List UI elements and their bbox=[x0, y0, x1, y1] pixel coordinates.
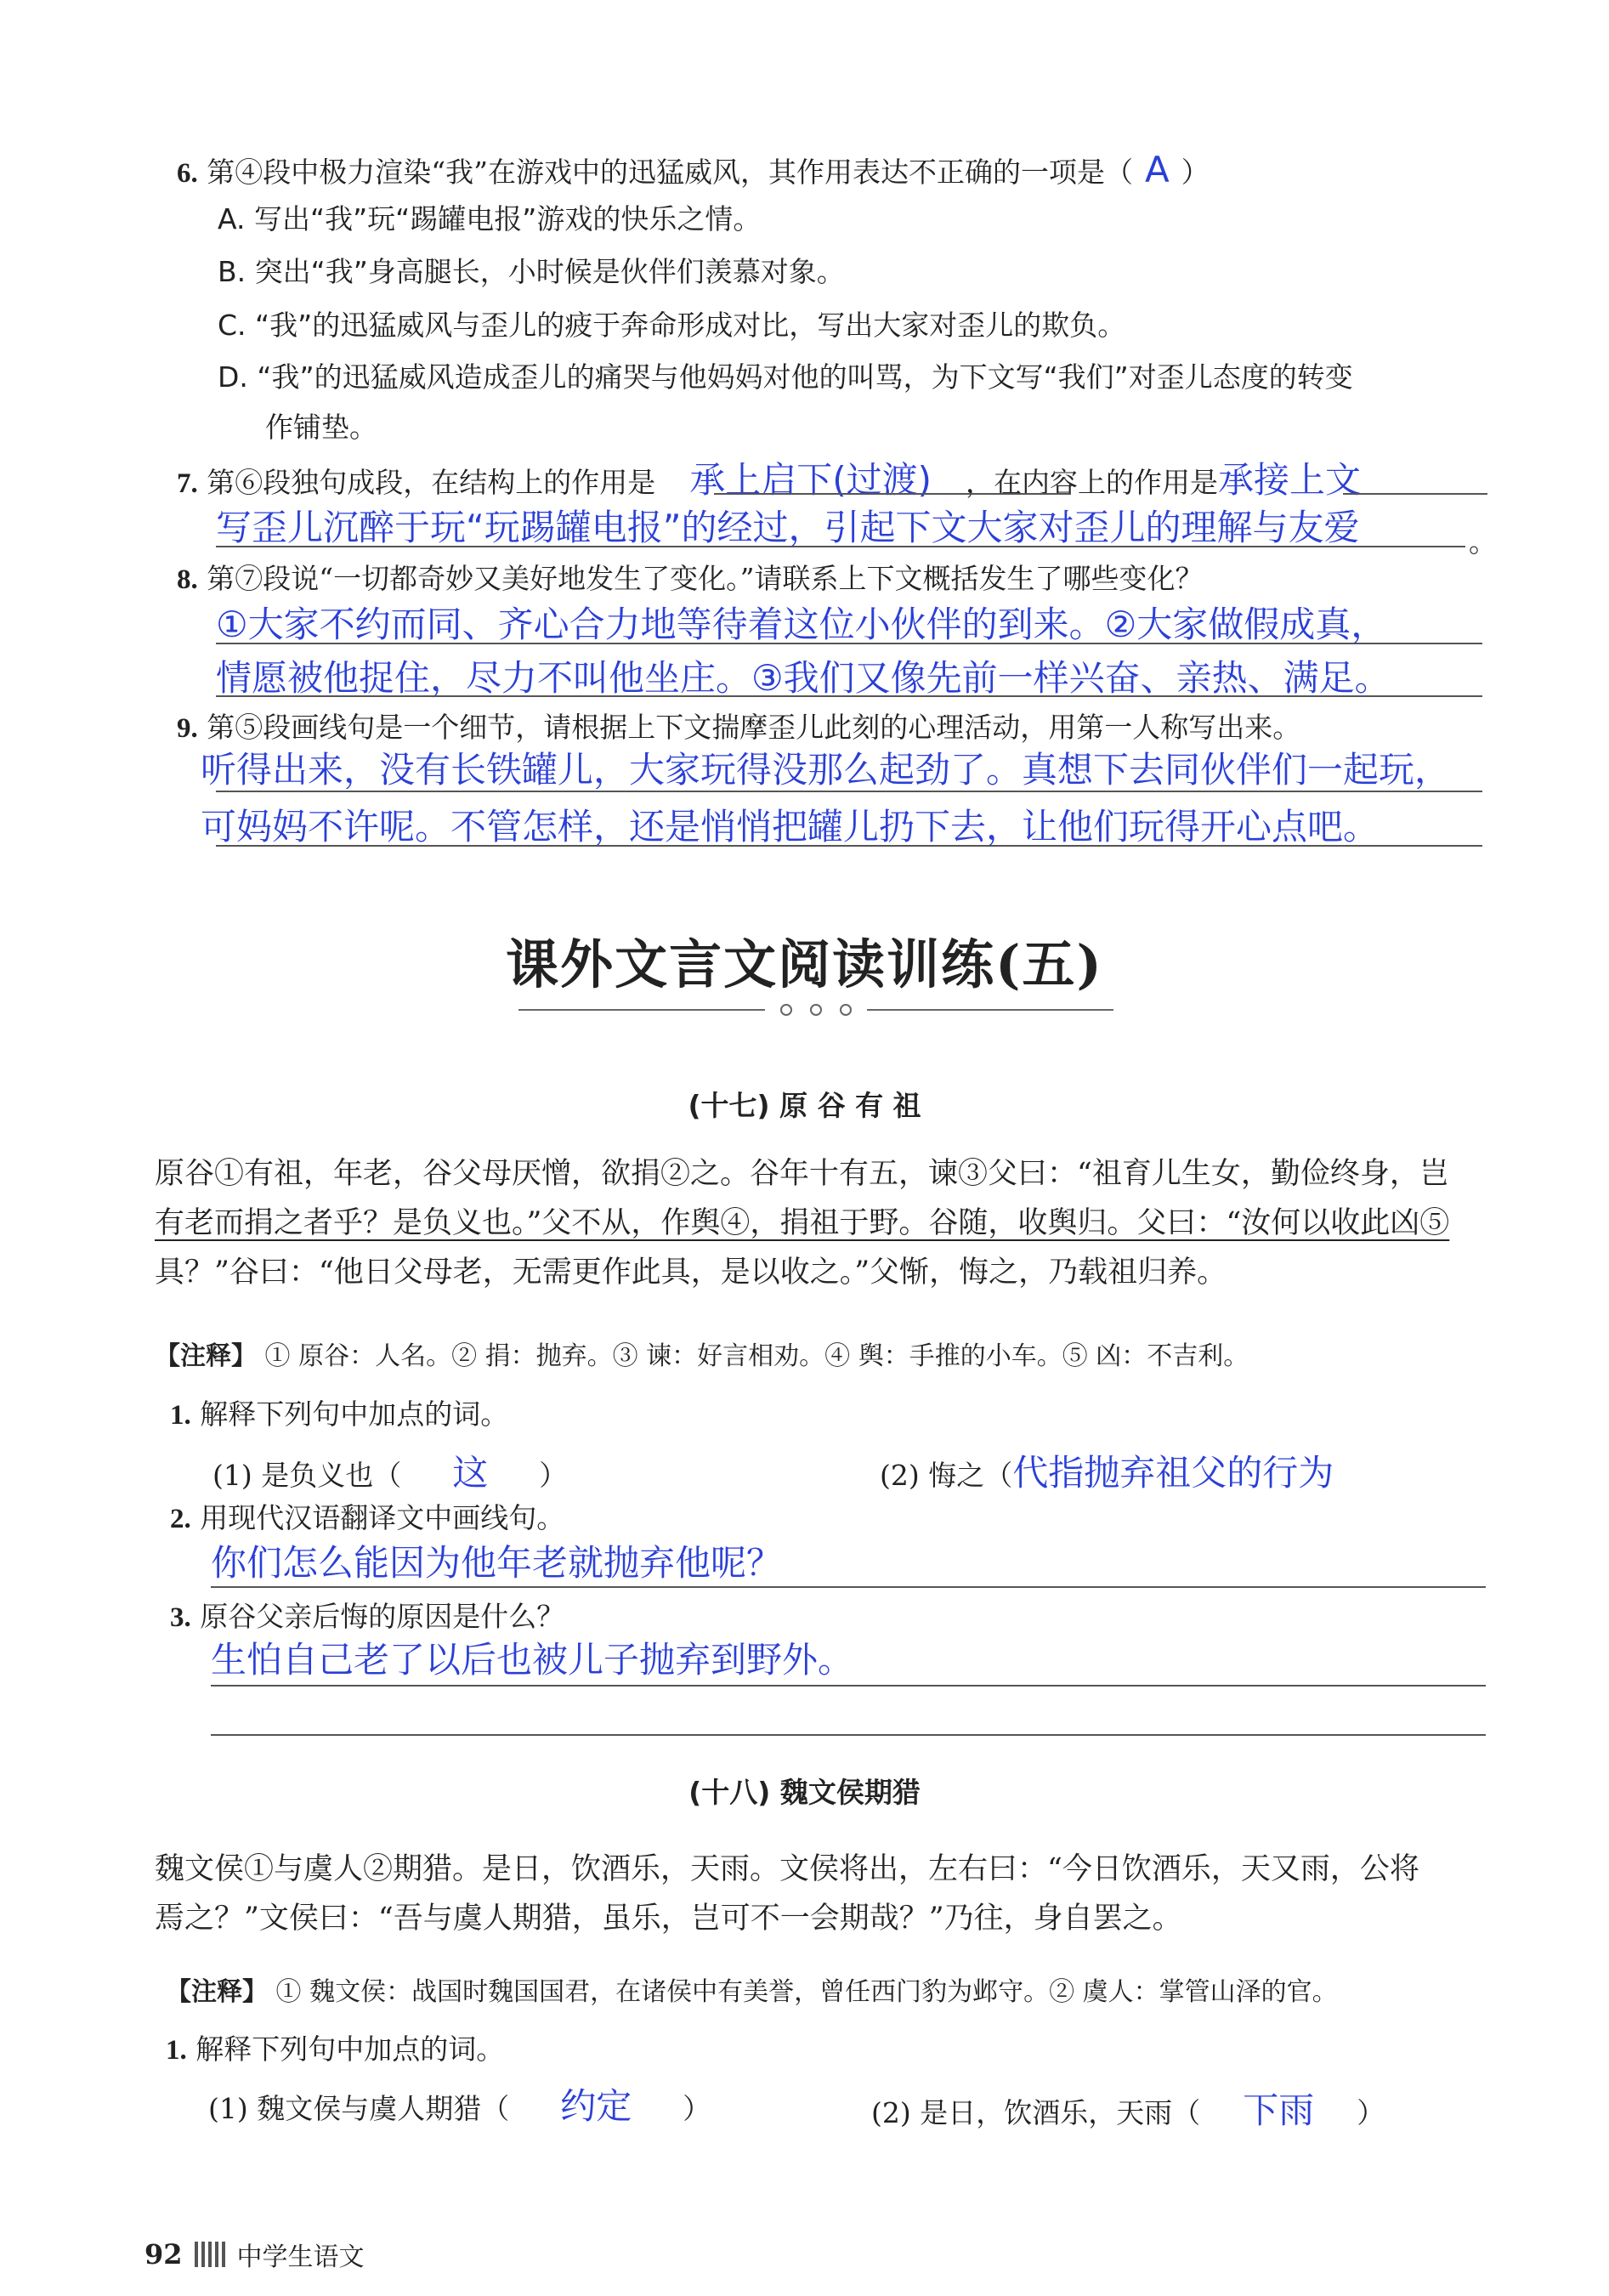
p17-q1-answer1: 这 bbox=[452, 1452, 489, 1494]
p17-q3-rule-1 bbox=[211, 1685, 1486, 1687]
p18-q1-item1-text: (1) 魏文侯与虞人期猎（ bbox=[208, 2092, 510, 2125]
q6-option-b: B. 突出“我”身高腿长，小时候是伙伴们羡慕对象。 bbox=[218, 255, 845, 288]
q6-number: 6. bbox=[177, 158, 198, 189]
p18-q1-item2 bbox=[871, 2083, 1385, 2134]
q9-answer-line-1: 听得出来，没有长铁罐儿，大家玩得没那么起劲了。真想下去同伙伴们一起玩， bbox=[201, 749, 1451, 791]
p17-q3-number: 3. bbox=[170, 1602, 191, 1633]
p17-q2-answer: 你们怎么能因为他年老就抛弃他呢？ bbox=[211, 1542, 783, 1584]
q9-rule-1 bbox=[216, 791, 1482, 792]
page-footer bbox=[144, 2236, 365, 2273]
q9-stem-line bbox=[177, 706, 1300, 745]
q7-pre: 第⑥段独句成段，在结构上的作用是 bbox=[207, 466, 656, 499]
p17-q2-stem-line bbox=[170, 1496, 564, 1536]
q7-blank-1 bbox=[714, 493, 1071, 495]
q6-option-c: C. “我”的迅猛威风与歪儿的疲于奔命形成对比，写出大家对歪儿的欺负。 bbox=[218, 309, 1126, 342]
q6-option-a: A. 写出“我”玩“踢罐电报”游戏的快乐之情。 bbox=[218, 202, 762, 235]
p17-q2-number: 2. bbox=[170, 1504, 191, 1534]
p18-q1-close2: ） bbox=[1357, 2096, 1385, 2129]
q7-mid: ，在内容上的作用是 bbox=[966, 466, 1219, 499]
q8-rule-1 bbox=[216, 643, 1482, 644]
q6-close: ） bbox=[1181, 156, 1210, 189]
p18-q1-stem: 解释下列句中加点的词。 bbox=[195, 2032, 505, 2066]
q7-number: 7. bbox=[177, 468, 198, 499]
p17-q1-close1: ） bbox=[539, 1459, 568, 1492]
q6-option-d: D. “我”的迅猛威风造成歪儿的痛哭与他妈妈对他的叫骂，为下文写“我们”对歪儿态度的转变 bbox=[218, 360, 1353, 394]
passage18-note-text: ① 魏文侯：战国时魏国国君，在诸侯中有美誉，曾任西门豹为邺守。② 虞人：掌管山泽的官。 bbox=[275, 1977, 1338, 2007]
passage18-line-1: 魏文侯①与虞人②期猎。是日，饮酒乐，天雨。文侯将出，左右曰：“今日饮酒乐，天又雨，公将 bbox=[155, 1852, 1419, 1886]
p17-q3-rule-2 bbox=[211, 1734, 1486, 1736]
q6-stem-line bbox=[177, 149, 1210, 190]
passage17-note bbox=[155, 1335, 1249, 1372]
q8-rule-2 bbox=[216, 695, 1482, 697]
passage18-line-2: 焉之？”文侯曰：“吾与虞人期猎，虽乐，岂可不一会期哉？”乃往，身自罢之。 bbox=[155, 1902, 1182, 1936]
p17-q2-stem: 用现代汉语翻译文中画线句。 bbox=[200, 1501, 565, 1534]
q7-blank-3 bbox=[216, 546, 1465, 547]
passage18-note bbox=[166, 1970, 1338, 2008]
title-ornament bbox=[518, 1001, 1113, 1018]
q7-answer-structure: 承上启下(过渡) bbox=[689, 459, 932, 501]
q8-stem: 第⑦段说“一切都奇妙又美好地发生了变化。”请联系上下文概括发生了哪些变化？ bbox=[207, 562, 1204, 595]
q7-line bbox=[177, 452, 1361, 503]
q8-stem-line bbox=[177, 557, 1204, 597]
q7-answer-content-b: 写歪儿沉醉于玩“玩踢罐电报”的经过，引起下文大家对歪儿的理解与友爱 bbox=[216, 507, 1360, 548]
q7-blank-2 bbox=[1343, 493, 1487, 495]
p17-q1-item2-text: (2) 悔之（ bbox=[880, 1459, 1013, 1492]
q9-number: 9. bbox=[177, 713, 198, 744]
q9-stem: 第⑤段画线句是一个细节，请根据上下文揣摩歪儿此刻的心理活动，用第一人称写出来。 bbox=[207, 711, 1301, 744]
passage17-note-tag: 【注释】 bbox=[155, 1341, 257, 1371]
q6-answer: A bbox=[1145, 149, 1170, 190]
passage17-line-3: 具？”谷曰：“他日父母老，无需更作此具，是以收之。”父惭，悔之，乃载祖归养。 bbox=[155, 1256, 1227, 1290]
passage17-line-1: 原谷①有祖，年老，谷父母厌憎，欲捐②之。谷年十有五，谏③父曰：“祖育儿生女，勤俭终身，岂 bbox=[155, 1157, 1449, 1191]
p17-q2-rule bbox=[211, 1586, 1486, 1588]
q8-answer-line-2: 情愿被他捉住，尽力不叫他坐庄。③我们又像先前一样兴奋、亲热、满足。 bbox=[216, 657, 1391, 699]
p18-q1-item2-text: (2) 是日，饮酒乐，天雨（ bbox=[871, 2096, 1201, 2129]
q7-answer-content-a: 承接上文 bbox=[1218, 459, 1362, 501]
p17-q1-item1-text: (1) 是负义也（ bbox=[212, 1459, 402, 1492]
p17-q3-stem: 原谷父亲后悔的原因是什么？ bbox=[200, 1600, 565, 1633]
q8-number: 8. bbox=[177, 564, 198, 595]
section-title: 课外文言文阅读训练(五) bbox=[506, 933, 1103, 995]
q8-answer-line-1: ①大家不约而同、齐心合力地等待着这位小伙伴的到来。②大家做假成真， bbox=[216, 604, 1387, 645]
book-title: 中学生语文 bbox=[236, 2242, 365, 2272]
q9-rule-2 bbox=[216, 845, 1482, 847]
passage17-text bbox=[155, 1149, 1481, 1297]
p17-q3-answer: 生怕自己老了以后也被儿子抛弃到野外。 bbox=[211, 1639, 854, 1681]
p18-q1-answer2: 下雨 bbox=[1243, 2089, 1315, 2131]
p17-q3-stem-line bbox=[170, 1595, 564, 1635]
q6-option-d-cont: 作铺垫。 bbox=[265, 411, 377, 444]
passage17-note-text: ① 原谷：人名。② 捐：抛弃。③ 谏：好言相劝。④ 舆：手推的小车。⑤ 凶：不吉利。 bbox=[264, 1341, 1249, 1371]
q6-stem: 第④段中极力渲染“我”在游戏中的迅猛威风，其作用表达不正确的一项是（ bbox=[207, 156, 1133, 189]
p17-q1-item2 bbox=[880, 1445, 1334, 1496]
p17-q1-answer2: 代指抛弃祖父的行为 bbox=[1012, 1452, 1334, 1494]
page-number: 92 bbox=[144, 2238, 183, 2270]
p18-q1-close1: ） bbox=[683, 2092, 711, 2125]
passage17-title: (十七) 原 谷 有 祖 bbox=[688, 1089, 921, 1122]
passage18-note-tag: 【注释】 bbox=[166, 1977, 268, 2007]
p17-q1-stem-line bbox=[170, 1392, 508, 1432]
footer-bars-decoration bbox=[195, 2242, 225, 2267]
q9-answer-line-2: 可妈妈不许呢。不管怎样，还是悄悄把罐儿扔下去，让他们玩得开心点吧。 bbox=[201, 806, 1380, 848]
passage18-text bbox=[155, 1845, 1481, 1943]
p17-q1-number: 1. bbox=[170, 1400, 191, 1431]
p18-q1-answer1: 约定 bbox=[560, 2085, 632, 2127]
passage18-title: (十八) 魏文侯期猎 bbox=[688, 1776, 921, 1809]
p18-q1-number: 1. bbox=[166, 2035, 187, 2066]
p18-q1-stem-line bbox=[166, 2027, 504, 2067]
q7-end: 。 bbox=[1469, 525, 1497, 558]
p17-q1-stem: 解释下列句中加点的词。 bbox=[200, 1397, 509, 1431]
p17-q1-item1 bbox=[212, 1445, 567, 1496]
p18-q1-item1 bbox=[208, 2078, 711, 2129]
passage17-line-2: 有老而捐之者乎？是负义也。”父不从，作舆④，捐祖于野。谷随，收舆归。父曰：“汝何以收此凶⑤ bbox=[155, 1206, 1450, 1240]
